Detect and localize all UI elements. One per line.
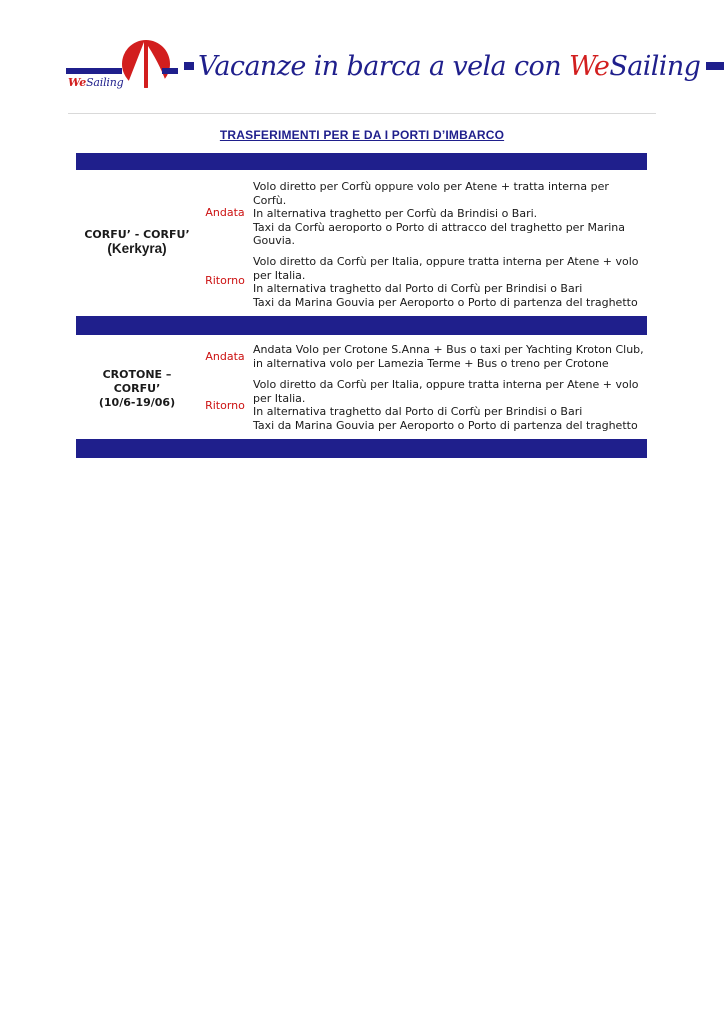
wesailing-logo (66, 38, 178, 96)
table-separator-band (76, 316, 647, 335)
header-divider (68, 113, 656, 114)
table-header-band (76, 153, 647, 170)
header (66, 36, 701, 96)
tagline-bar-left (184, 62, 194, 70)
leg-label-andata: Andata (205, 350, 245, 363)
leg-label-andata: Andata (205, 206, 245, 219)
table-footer-band (76, 439, 647, 458)
leg-text-andata: Andata Volo per Crotone S.Anna + Bus o taxi per Yachting Kroton Club, in alternativa volo per Lamezia Terme + Bus o treno per Crotone (253, 343, 644, 370)
route-section-corfu (76, 170, 647, 316)
document-title: TRASFERIMENTI PER E DA I PORTI D’IMBARCO (219, 128, 505, 142)
route-name: CORFU’ - CORFU’ (Kerkyra) (84, 228, 190, 256)
leg-text-andata: Volo diretto per Corfù oppure volo per Atene + tratta interna per Corfù. In alternativa traghetto per Corfù da Brindisi o Bari. Taxi da Corfù aeroporto o Porto di attracco del traghetto per Marina Gouvia. (253, 180, 625, 248)
leg-text-ritorno: Volo diretto da Corfù per Italia, oppure tratta interna per Atene + volo per Italia. In alternativa traghetto dal Porto di Corfù per Brindisi o Bari Taxi da Marina Gouvia per Aeroporto o Porto di partenza del traghetto (253, 378, 639, 432)
tagline (184, 44, 701, 88)
logo-wordmark: WeSailing (68, 76, 124, 89)
route-name: CROTONE – CORFU’ (10/6-19/06) (98, 368, 176, 409)
leg-text-ritorno: Volo diretto da Corfù per Italia, oppure tratta interna per Atene + volo per Italia. In alternativa traghetto dal Porto di Corfù per Brindisi o Bari Taxi da Marina Gouvia per Aeroporto o Porto di partenza del traghetto (253, 255, 639, 309)
tagline-bar-right (706, 62, 724, 70)
leg-label-ritorno: Ritorno (205, 274, 245, 287)
route-section-crotone (76, 335, 647, 439)
leg-label-ritorno: Ritorno (205, 399, 245, 412)
tagline-text: Vacanze in barca a vela con WeSailing (198, 50, 701, 82)
